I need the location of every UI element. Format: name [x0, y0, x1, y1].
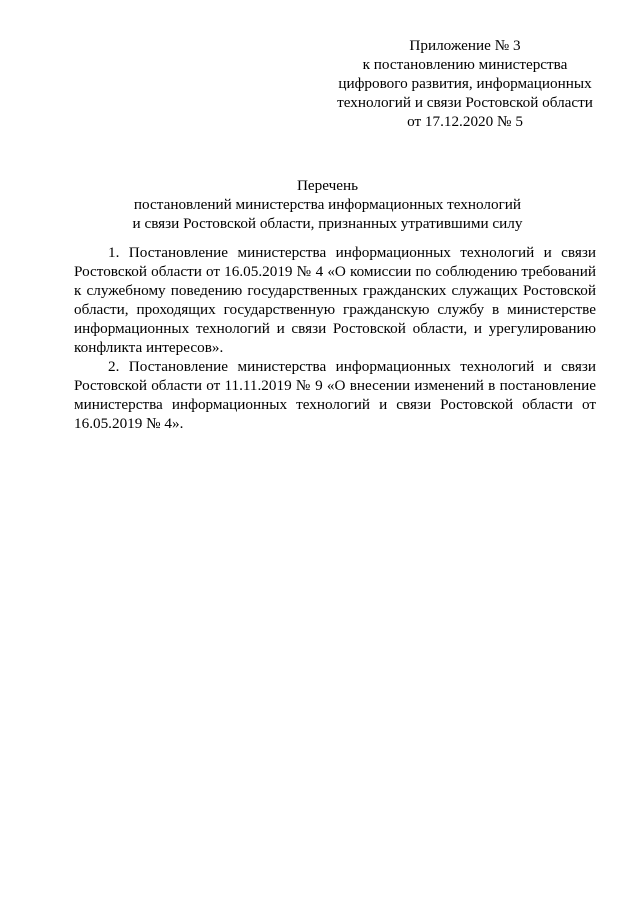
document-title — [60, 176, 595, 233]
document-body — [74, 243, 596, 433]
title-subtitle-line2: и связи Ростовской области, признанных утратившими силу — [132, 215, 523, 232]
appendix-line-ministry: цифрового развития, информационных — [338, 75, 592, 92]
appendix-header — [330, 36, 600, 131]
list-item-1: 1. Постановление министерства информационных технологий и связи Ростовской области от 16.05.2019 № 4 «О комиссии по соблюдению требований к служебному поведению государственных гражданских служащих Ростовской области, проходящих государственную гражданскую службу в министерстве информационных технологий и связи Ростовской области, и урегулированию конфликта интересов». — [74, 244, 596, 356]
appendix-date: от 17.12.2020 № 5 — [407, 113, 523, 130]
appendix-number: Приложение № 3 — [409, 37, 521, 54]
title-subtitle-line1: постановлений министерства информационных технологий — [133, 196, 522, 213]
appendix-line-resolution: к постановлению министерства — [362, 56, 568, 73]
appendix-line-region: технологий и связи Ростовской области — [337, 94, 593, 111]
title-heading: Перечень — [296, 177, 359, 194]
list-item-2: 2. Постановление министерства информационных технологий и связи Ростовской области от 11.11.2019 № 9 «О внесении изменений в постановление министерства информационных технологий и связи Ростовской области от 16.05.2019 № 4». — [74, 358, 596, 432]
